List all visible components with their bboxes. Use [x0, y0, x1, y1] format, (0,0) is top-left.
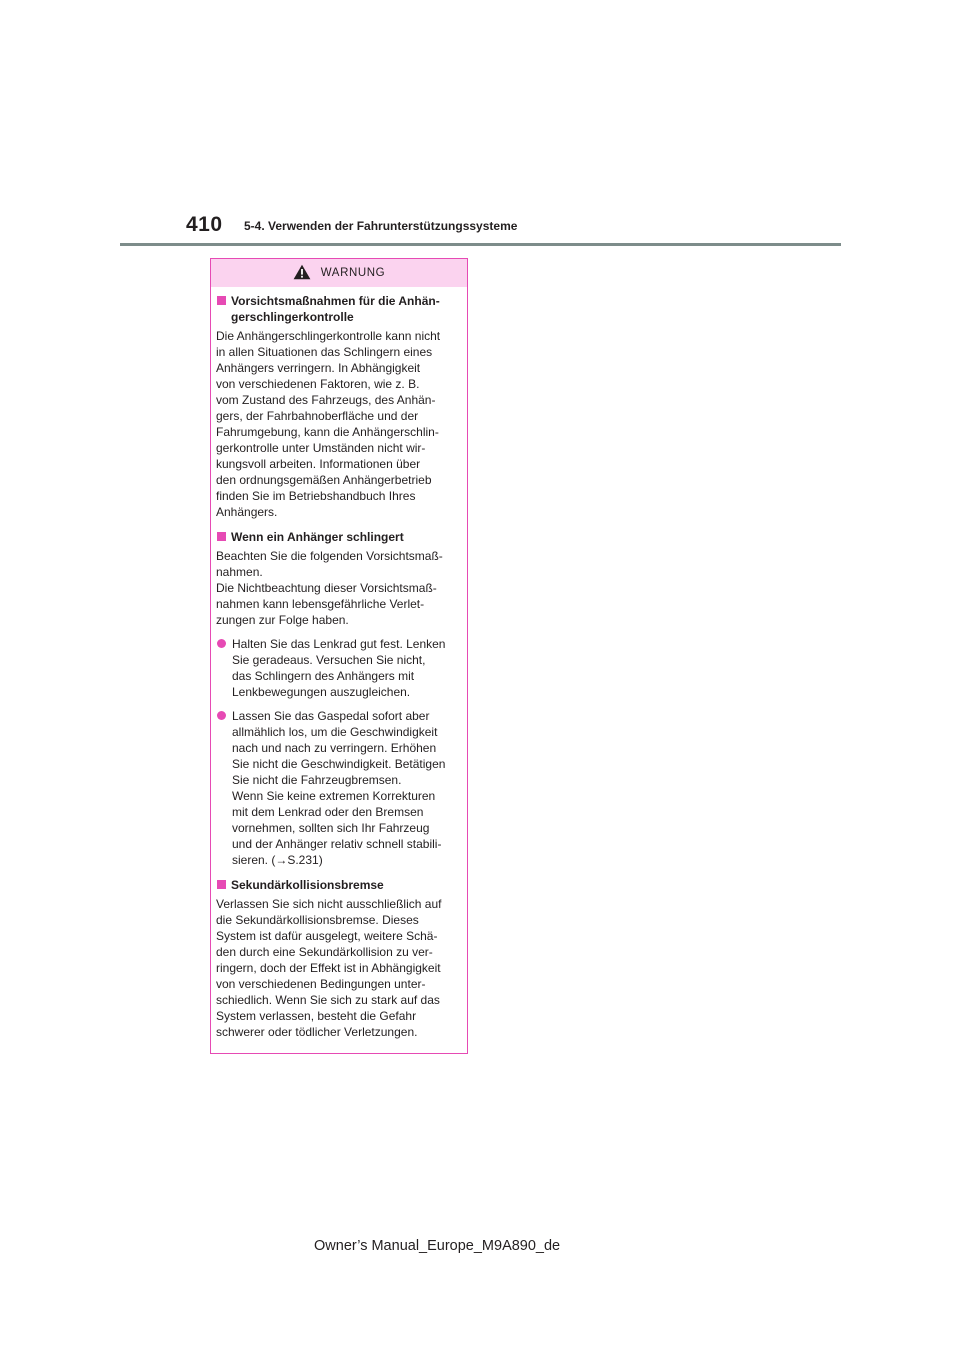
- footer-manual-id: Owner’s Manual_Europe_M9A890_de: [314, 1238, 561, 1254]
- section-heading-trailer-sway-control: Vorsichtsmaßnahmen für die Anhän- gerschlingerkontrolle: [216, 293, 467, 325]
- page-number: 410: [186, 213, 223, 236]
- list-item: Halten Sie das Lenkrad gut fest. Lenken Sie geradeaus. Versuchen Sie nicht, das Schlingern des Anhängers mit Lenkbewegungen auszugleichen.: [216, 636, 467, 700]
- square-bullet-icon: [217, 532, 226, 541]
- square-bullet-icon: [217, 296, 226, 305]
- header-divider: [120, 243, 841, 246]
- section-heading-trailer-swaying: Wenn ein Anhänger schlingert: [216, 529, 467, 545]
- warning-title: WARNUNG: [320, 267, 386, 279]
- section-heading-secondary-collision-brake: Sekundärkollisionsbremse: [216, 877, 467, 893]
- list-item: Lassen Sie das Gaspedal sofort aber allmählich los, um die Geschwindigkeit nach und nach zu verringern. Erhöhen Sie nicht die Geschwindigkeit. Betätigen Sie nicht die Fahrzeugbremsen. Wenn Sie keine extremen Korrekturen mit dem Lenkrad oder den Bremsen vornehmen, sollten sich Ihr Fahrzeug und der Anhänger relativ schnell stabili- sieren. (→S.231): [216, 708, 467, 868]
- square-bullet-icon: [217, 880, 226, 889]
- warning-body: [211, 287, 467, 1040]
- section-text-trailer-swaying: Beachten Sie die folgenden Vorsichtsmaß- nahmen. Die Nichtbeachtung dieser Vorsichtsmaß- nahmen kann lebensgefährliche Verlet- zungen zur Folge haben.: [216, 549, 443, 627]
- section-text-secondary-collision-brake: Verlassen Sie sich nicht ausschließlich auf die Sekundärkollisionsbremse. Dieses System ist dafür ausgelegt, weitere Schä- den durch eine Sekundärkollision zu ver- ringern, doch der Effekt ist in Abhängigkeit von verschiedenen Bedingungen unter- schiedlich. Wenn Sie sich zu stark auf das System verlassen, besteht die Gefahr schwerer oder tödlicher Verletzungen.: [216, 897, 442, 1039]
- circle-bullet-icon: [217, 639, 226, 648]
- section-title: 5-4. Verwenden der Fahrunterstützungssysteme: [244, 219, 518, 233]
- section-text-trailer-sway-control: Die Anhängerschlingerkontrolle kann nicht in allen Situationen das Schlingern eines Anhängers verringern. In Abhängigkeit von verschiedenen Faktoren, wie z. B. vom Zustand des Fahrzeugs, des Anhän- gers, der Fahrbahnoberfläche und der Fahrumgebung, kann die Anhängerschlin- gerkontrolle unter Umständen nicht wir- kungsvoll arbeiten. Informationen über den ordnungsgemäßen Anhängerbetrieb finden Sie im Betriebshandbuch Ihres Anhängers.: [216, 329, 441, 519]
- warning-triangle-icon: [293, 264, 311, 280]
- circle-bullet-icon: [217, 711, 226, 720]
- warning-box: [210, 258, 468, 1054]
- warning-header: [211, 259, 467, 287]
